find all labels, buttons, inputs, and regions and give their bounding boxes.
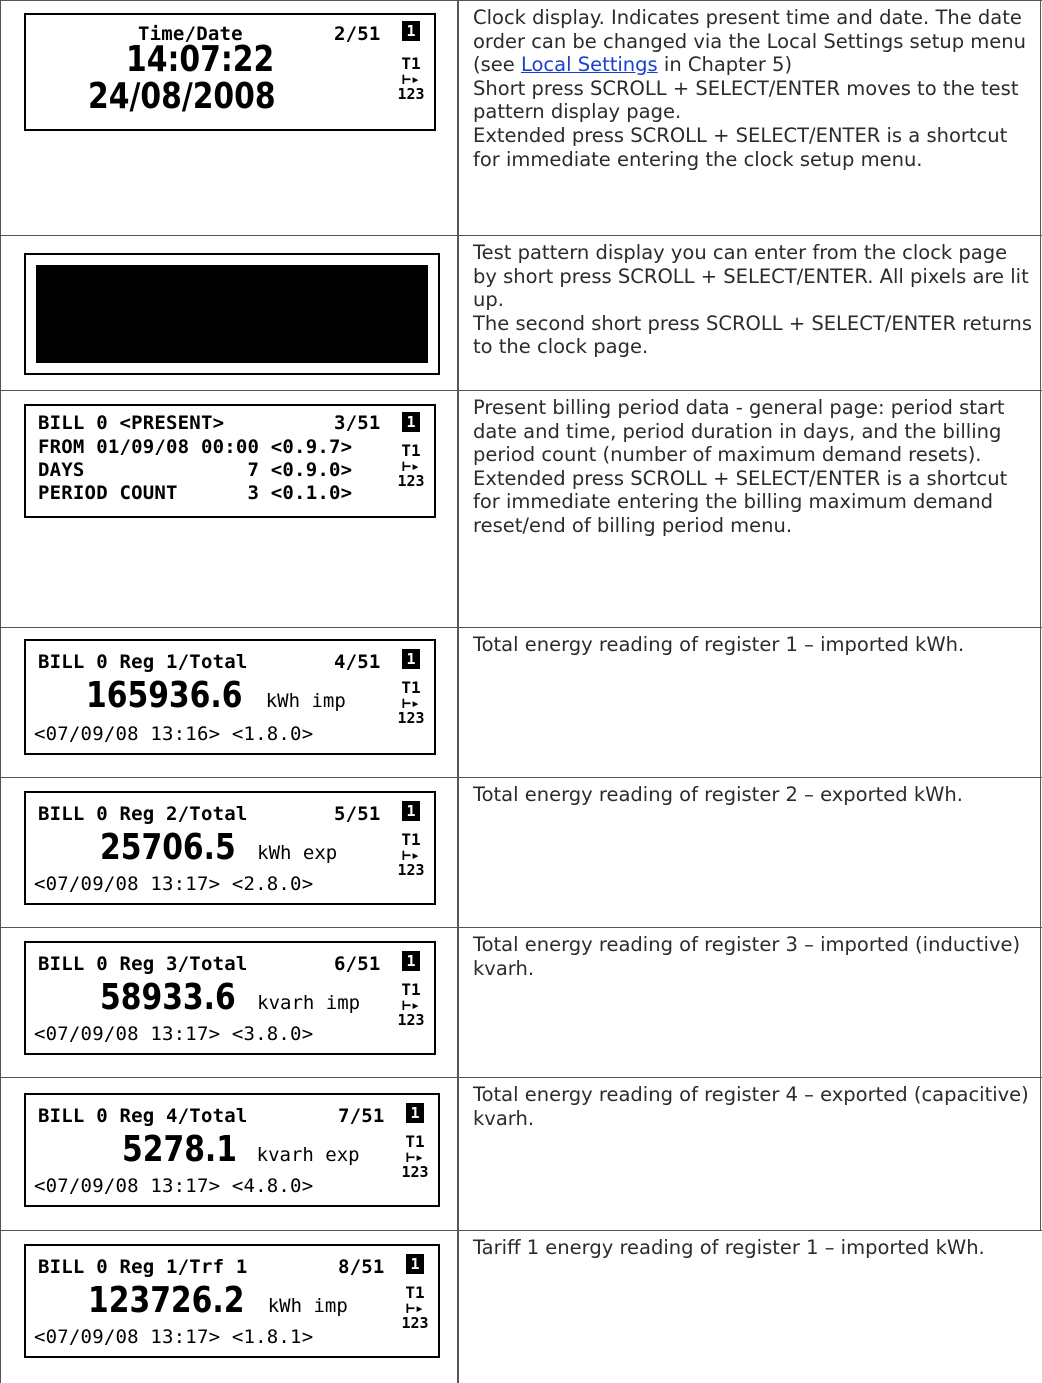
phase-indicator: 123 [397, 861, 425, 879]
direction-arrow-icon: ⊢▸ [405, 1148, 425, 1166]
description [473, 633, 1033, 657]
description-paragraph: Extended press SCROLL + SELECT/ENTER is a shortcut for immediate entering the billing maximum demand reset/end of billing period menu. [473, 466, 1008, 537]
lcd-footer: <07/09/08 13:17> <4.8.0> [34, 1175, 314, 1197]
lcd-line-4: PERIOD COUNT 3 <0.1.0> [38, 482, 353, 504]
description [473, 783, 1033, 807]
tariff-indicator: T1 [401, 678, 421, 697]
direction-arrow-icon: ⊢▸ [401, 457, 421, 475]
energy-unit: kvarh exp [256, 1144, 360, 1166]
energy-value: 123726.2 [88, 1280, 245, 1321]
direction-arrow-icon: ⊢▸ [401, 694, 421, 712]
lcd-register-display [24, 941, 436, 1055]
energy-value: 25706.5 [100, 827, 236, 868]
description-paragraph: Extended press SCROLL + SELECT/ENTER is a shortcut for immediate entering the clock setup menu. [473, 123, 1008, 171]
energy-unit: kWh imp [267, 1295, 348, 1317]
description [473, 6, 1033, 171]
lcd-page-number: 3/51 [334, 412, 381, 434]
row-register-1-tariff-1 [0, 1230, 1042, 1383]
description [473, 1236, 1033, 1260]
lcd-footer: <07/09/08 13:17> <3.8.0> [34, 1023, 314, 1045]
row-billing-general [0, 390, 1042, 627]
direction-arrow-icon: ⊢▸ [401, 846, 421, 864]
row-clock [0, 0, 1042, 235]
lcd-side-indicators [398, 1254, 432, 1332]
description [473, 1083, 1033, 1130]
row-register-2-total [0, 777, 1042, 927]
lcd-page-number: 8/51 [338, 1256, 385, 1278]
lcd-side-indicators [394, 801, 428, 879]
direction-arrow-icon: ⊢▸ [405, 1299, 425, 1317]
tariff-indicator: T1 [405, 1283, 425, 1302]
description [473, 396, 1033, 538]
energy-unit: kWh exp [257, 842, 338, 864]
phase-indicator: 123 [401, 1314, 429, 1332]
lcd-value-line [88, 1280, 348, 1321]
lcd-page-number: 4/51 [334, 651, 381, 673]
phase-indicator: 123 [397, 709, 425, 727]
lcd-title: BILL 0 Reg 1/Total [38, 651, 248, 673]
tariff-indicator: T1 [405, 1132, 425, 1151]
description-paragraph: Test pattern display you can enter from the clock page by short press SCROLL + SELECT/ENTER. All pixels are lit up. [473, 241, 1029, 312]
lcd-badge: 1 [406, 1103, 424, 1123]
phase-indicator: 123 [401, 1163, 429, 1181]
energy-value: 58933.6 [100, 977, 236, 1018]
row-register-1-total [0, 627, 1042, 777]
description-paragraph: The second short press SCROLL + SELECT/ENTER returns to the clock page. [473, 311, 1033, 359]
description-paragraph: Present billing period data - general page: period start date and time, period duration in days, and the billing period count (number of maximum demand resets). [473, 396, 1005, 467]
lcd-badge: 1 [402, 951, 420, 971]
lcd-billing-display [24, 404, 436, 518]
lcd-line-2: FROM 01/09/08 00:00 <0.9.7> [38, 436, 353, 458]
tariff-indicator: T1 [401, 54, 421, 73]
lcd-page-number: 5/51 [334, 803, 381, 825]
lcd-line-1: BILL 0 <PRESENT> [38, 412, 225, 434]
lcd-line-3: DAYS 7 <0.9.0> [38, 459, 353, 481]
lcd-test-pattern-display [24, 253, 440, 375]
description-text: Clock display. Indicates present time and date. The date order can be changed via the Local Settings setup menu (see [473, 6, 1027, 77]
lcd-title: BILL 0 Reg 1/Trf 1 [38, 1256, 248, 1278]
lcd-title: Time/Date [138, 23, 243, 45]
lcd-badge: 1 [402, 801, 420, 821]
description [473, 933, 1033, 980]
description [473, 241, 1033, 359]
lcd-page-number: 6/51 [334, 953, 381, 975]
description-text: in Chapter 5) [657, 53, 793, 77]
lcd-register-display [24, 791, 436, 905]
lcd-clock-display [24, 13, 436, 131]
lcd-page-number: 2/51 [334, 23, 381, 45]
description-paragraph: Total energy reading of register 2 – exported kWh. [473, 783, 963, 806]
lcd-side-indicators [394, 951, 428, 1029]
tariff-indicator: T1 [401, 980, 421, 999]
lcd-title: BILL 0 Reg 2/Total [38, 803, 248, 825]
lcd-value-line [100, 977, 360, 1018]
description-paragraph: Total energy reading of register 1 – imported kWh. [473, 633, 965, 656]
description-paragraph: Total energy reading of register 3 – imported (inductive) kvarh. [473, 933, 1021, 980]
energy-value: 165936.6 [86, 675, 243, 716]
energy-unit: kvarh imp [257, 992, 361, 1014]
lcd-title: BILL 0 Reg 3/Total [38, 953, 248, 975]
description-paragraph: Tariff 1 energy reading of register 1 – imported kWh. [473, 1236, 985, 1259]
row-register-4-total [0, 1077, 1042, 1230]
lcd-footer: <07/09/08 13:17> <2.8.0> [34, 873, 314, 895]
lcd-side-indicators [394, 649, 428, 727]
lcd-side-indicators [398, 1103, 432, 1181]
lit-pixels-area [36, 265, 428, 363]
lcd-value-line [100, 827, 337, 868]
phase-indicator: 123 [397, 85, 425, 103]
lcd-footer: <07/09/08 13:17> <1.8.1> [34, 1326, 314, 1348]
description-paragraph [473, 6, 1033, 77]
phase-indicator: 123 [397, 1011, 425, 1029]
lcd-badge: 1 [402, 649, 420, 669]
description-paragraph: Short press SCROLL + SELECT/ENTER moves to the test pattern display page. [473, 76, 1019, 124]
direction-arrow-icon: ⊢▸ [401, 996, 421, 1014]
lcd-page-number: 7/51 [338, 1105, 385, 1127]
local-settings-link[interactable]: Local Settings [520, 53, 658, 77]
tariff-indicator: T1 [401, 830, 421, 849]
lcd-register-display [24, 1093, 440, 1207]
lcd-side-indicators [394, 21, 428, 103]
lcd-footer: <07/09/08 13:16> <1.8.0> [34, 723, 314, 745]
phase-indicator: 123 [397, 472, 425, 490]
lcd-date: 24/08/2008 [88, 76, 276, 117]
direction-arrow-icon: ⊢▸ [401, 70, 421, 88]
tariff-indicator: T1 [401, 441, 421, 460]
lcd-time: 14:07:22 [126, 39, 275, 80]
lcd-badge: 1 [406, 1254, 424, 1274]
row-register-3-total [0, 927, 1042, 1077]
lcd-value-line [122, 1129, 360, 1170]
lcd-value-line [86, 675, 346, 716]
description-paragraph: Total energy reading of register 4 – exported (capacitive) kvarh. [473, 1083, 1029, 1130]
energy-value: 5278.1 [122, 1129, 237, 1170]
lcd-badge: 1 [402, 21, 420, 41]
energy-unit: kWh imp [265, 690, 346, 712]
lcd-badge: 1 [402, 412, 420, 432]
lcd-title: BILL 0 Reg 4/Total [38, 1105, 248, 1127]
lcd-side-indicators [394, 412, 428, 490]
lcd-register-display [24, 639, 436, 755]
lcd-register-display [24, 1244, 440, 1358]
